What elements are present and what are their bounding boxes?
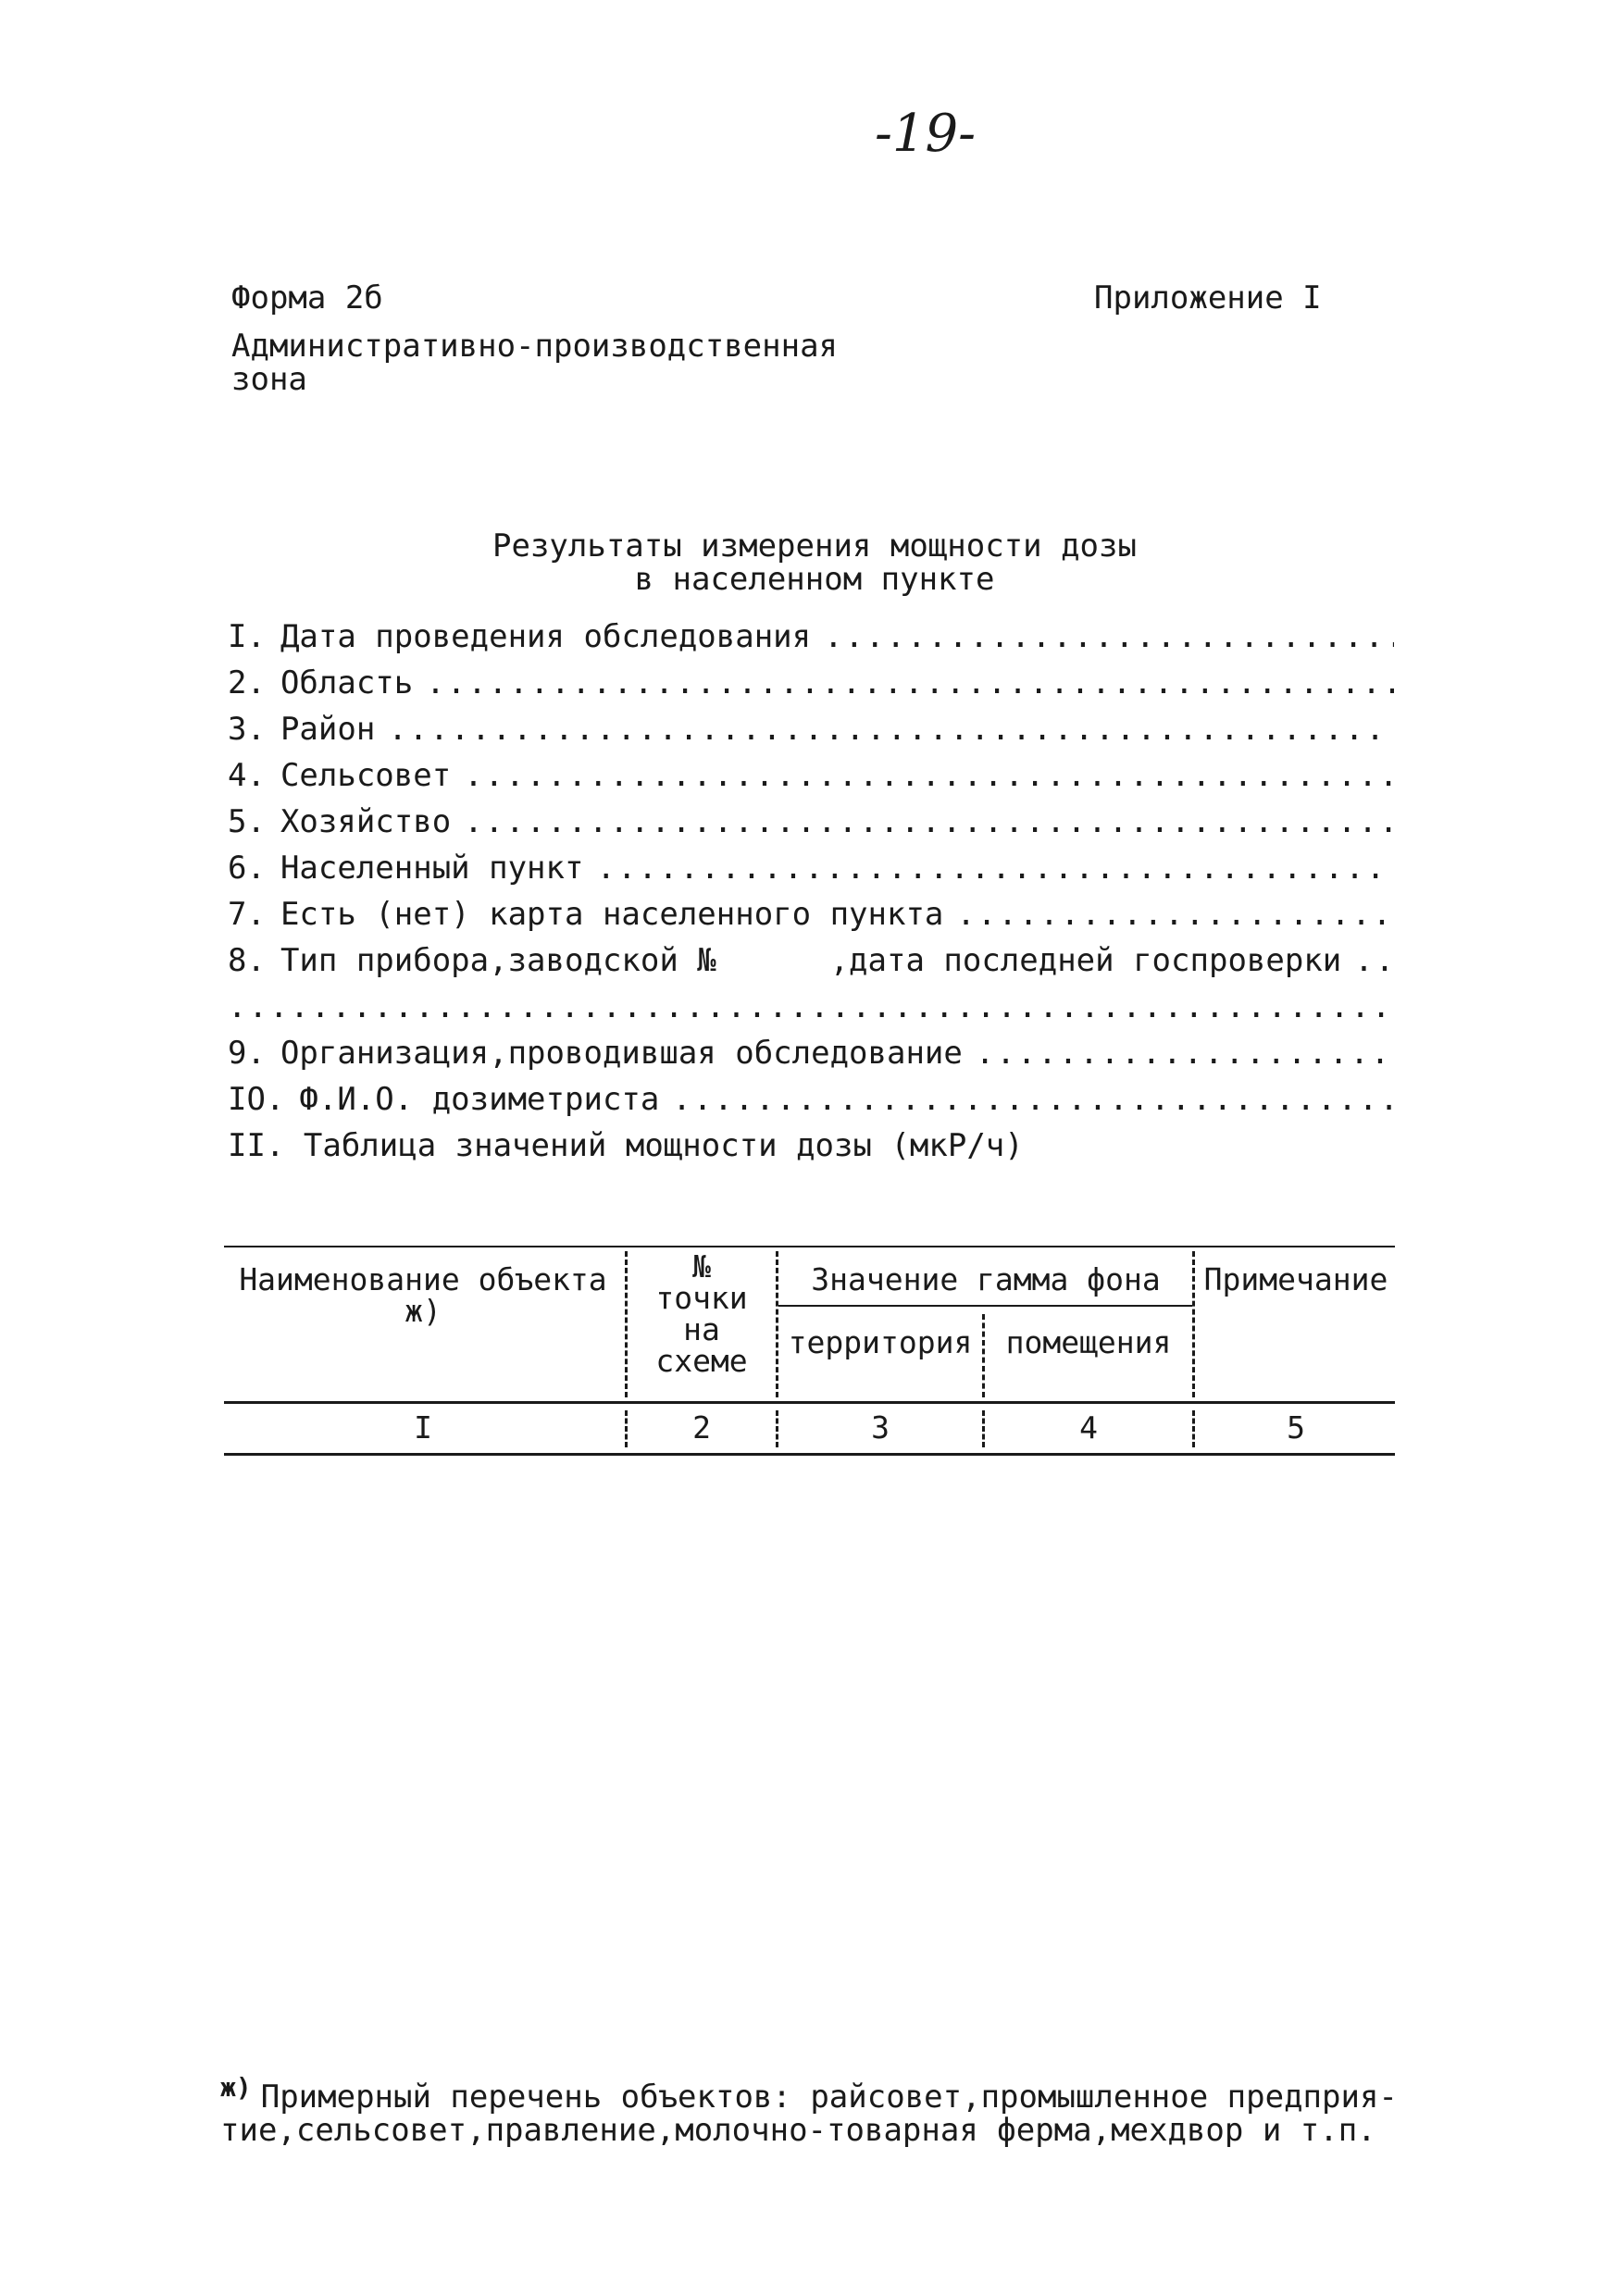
field-dosimetrist xyxy=(228,1081,1394,1123)
field-number: I. xyxy=(228,618,266,655)
field-number: 3. xyxy=(228,711,266,748)
fill-in-dots xyxy=(956,896,1394,933)
fill-in-line xyxy=(228,988,1394,1025)
header-gamma-background: Значение гамма фона xyxy=(811,1261,1161,1297)
gamma-subheader-rule xyxy=(778,1305,1192,1307)
field-survey-date xyxy=(228,618,1394,661)
table-top-rule xyxy=(224,1246,1395,1247)
field-device-type xyxy=(228,942,1394,985)
column-number: 4 xyxy=(1079,1409,1098,1446)
column-divider xyxy=(982,1410,985,1447)
column-number: I xyxy=(414,1409,432,1446)
field-village-council xyxy=(228,757,1394,800)
header-point-number: № точки на схеме xyxy=(655,1248,748,1379)
zone-label: Административно-производственная зона xyxy=(231,328,839,398)
column-divider xyxy=(625,1251,628,1397)
header-territory: территория xyxy=(788,1324,973,1360)
column-divider xyxy=(776,1251,778,1397)
field-label: Район xyxy=(280,711,376,748)
field-organization xyxy=(228,1035,1394,1077)
header-object-name: Наименование объекта ж) xyxy=(239,1261,607,1329)
field-farm xyxy=(228,803,1394,846)
fill-in-dots xyxy=(824,618,1394,655)
column-number: 5 xyxy=(1287,1409,1305,1446)
fill-in-dots xyxy=(1354,942,1394,979)
fill-in-dots xyxy=(672,1081,1394,1118)
fill-in-dots xyxy=(464,757,1394,794)
field-number: 5. xyxy=(228,803,266,840)
column-divider xyxy=(776,1410,778,1447)
field-settlement-map xyxy=(228,896,1394,938)
field-number: 6. xyxy=(228,850,266,887)
field-number: IO. xyxy=(228,1081,285,1118)
column-divider xyxy=(1192,1251,1195,1397)
table-caption: II. Таблица значений мощности дозы (мкР/ч) xyxy=(228,1127,1024,1164)
form-label: Форма 2б xyxy=(231,279,383,316)
table-bottom-rule xyxy=(224,1453,1395,1456)
header-premises: помещения xyxy=(1005,1324,1172,1360)
field-number: 8. xyxy=(228,942,266,979)
field-settlement xyxy=(228,850,1394,892)
header-note: Примечание xyxy=(1203,1261,1388,1297)
column-divider xyxy=(1192,1410,1195,1447)
column-divider xyxy=(982,1314,985,1397)
field-label: Ф.И.О. дозиметриста xyxy=(299,1081,660,1118)
column-divider xyxy=(625,1410,628,1447)
column-number: 3 xyxy=(871,1409,890,1446)
field-label: Есть (нет) карта населенного пункта xyxy=(280,896,944,933)
header-rule xyxy=(224,1401,1395,1404)
fill-in-dots xyxy=(426,664,1394,701)
fill-in-dots xyxy=(976,1035,1394,1072)
field-label: Сельсовет xyxy=(280,757,452,794)
footnote-text: Примерный перечень объектов: райсовет,промышленное предприя- тие,сельсовет,правление,молочно-товарная ферма,мехдвор и т.п. xyxy=(220,2079,1398,2149)
document-title: Результаты измерения мощности дозы в населенном пункте xyxy=(492,527,1137,598)
field-number: 9. xyxy=(228,1035,266,1072)
fill-in-dots xyxy=(464,803,1394,840)
appendix-label: Приложение I xyxy=(1094,279,1322,316)
field-number: 2. xyxy=(228,664,266,701)
field-label: Дата проведения обследования xyxy=(280,618,812,655)
field-label: Хозяйство xyxy=(280,803,452,840)
page-number: -19- xyxy=(875,104,977,164)
footnote xyxy=(220,2071,1398,2147)
fill-in-dots xyxy=(596,850,1394,887)
field-number: 7. xyxy=(228,896,266,933)
column-number: 2 xyxy=(692,1409,711,1446)
footnote-mark: ж) xyxy=(220,2072,252,2103)
field-label: Организация,проводившая обследование xyxy=(280,1035,963,1072)
field-label: Населенный пункт xyxy=(280,850,584,887)
field-label: Область xyxy=(280,664,414,701)
field-region xyxy=(228,664,1394,707)
field-district xyxy=(228,711,1394,753)
fill-in-dots xyxy=(388,711,1394,748)
field-label: Тип прибора,заводской № ,дата последней госпроверки xyxy=(280,942,1342,979)
field-number: 4. xyxy=(228,757,266,794)
